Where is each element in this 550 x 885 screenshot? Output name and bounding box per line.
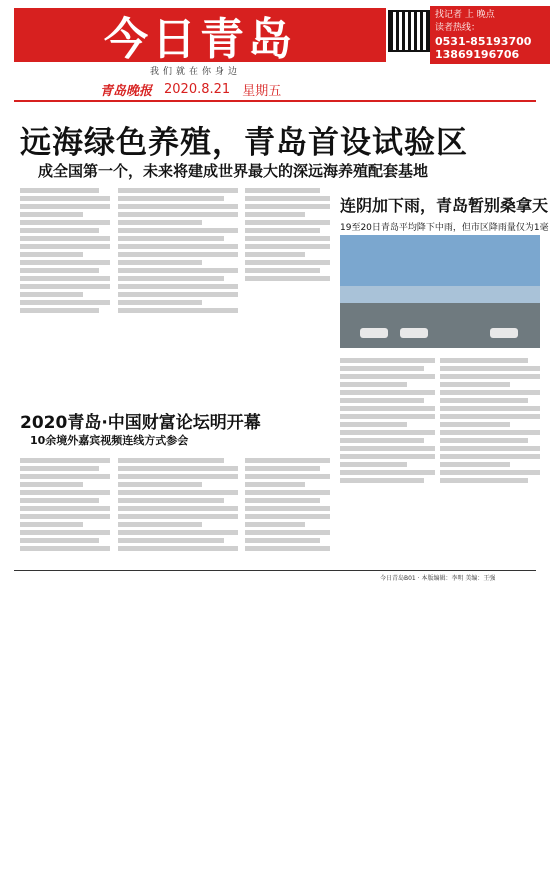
hotline-phone2: 13869196706 xyxy=(435,48,520,61)
story-photo xyxy=(340,235,540,348)
photo-car xyxy=(490,328,518,338)
right-story-subhead: 19至20日青岛平均降下中雨，但市区降雨量仅为1毫 xyxy=(340,223,549,233)
right-story-headline: 连阴加下雨，青岛暂别桑拿天 xyxy=(340,196,549,215)
photo-car xyxy=(400,328,428,338)
middle-col-1 xyxy=(20,455,110,565)
middle-col-3 xyxy=(245,455,330,565)
right-col-2 xyxy=(440,355,540,565)
brand-title: 今日青岛 xyxy=(104,14,296,65)
lead-col-2 xyxy=(118,185,238,400)
hotline-phone1: 0531-85193700 xyxy=(435,35,532,48)
hotline-line1: 找记者 上 晚点 xyxy=(435,10,495,20)
lead-subhead: 成全国第一个，未来将建成世界最大的深远海养殖配套基地 xyxy=(38,162,429,180)
footer-rule xyxy=(14,570,536,571)
brand-band xyxy=(14,8,386,65)
issue-row xyxy=(100,80,281,99)
right-col-1 xyxy=(340,355,435,565)
hotline-box xyxy=(430,6,550,64)
slogan: 我们就在你身边 xyxy=(150,67,242,77)
issue-weekday: 星期五 xyxy=(242,84,282,99)
middle-story-subhead: 10余境外嘉宾视频连线方式参会 xyxy=(30,434,189,447)
lead-col-1 xyxy=(20,185,110,400)
middle-story-headline: 2020青岛·中国财富论坛明开幕 xyxy=(20,413,261,433)
lead-col-3 xyxy=(245,185,330,400)
issue-date: 2020.8.21 xyxy=(164,82,231,97)
masthead xyxy=(0,0,550,80)
masthead-rule xyxy=(14,100,536,102)
hotline-line2: 读者热线： xyxy=(435,23,481,33)
middle-col-2 xyxy=(118,455,238,565)
photo-car xyxy=(360,328,388,338)
paper-logo: 青岛晚报 xyxy=(100,84,153,99)
footer-credit: 今日青岛B01 · 本版编辑：李明 美编：王强 xyxy=(380,575,496,582)
qr-code-icon xyxy=(388,10,430,52)
lead-headline: 远海绿色养殖，青岛首设试验区 xyxy=(20,125,468,161)
